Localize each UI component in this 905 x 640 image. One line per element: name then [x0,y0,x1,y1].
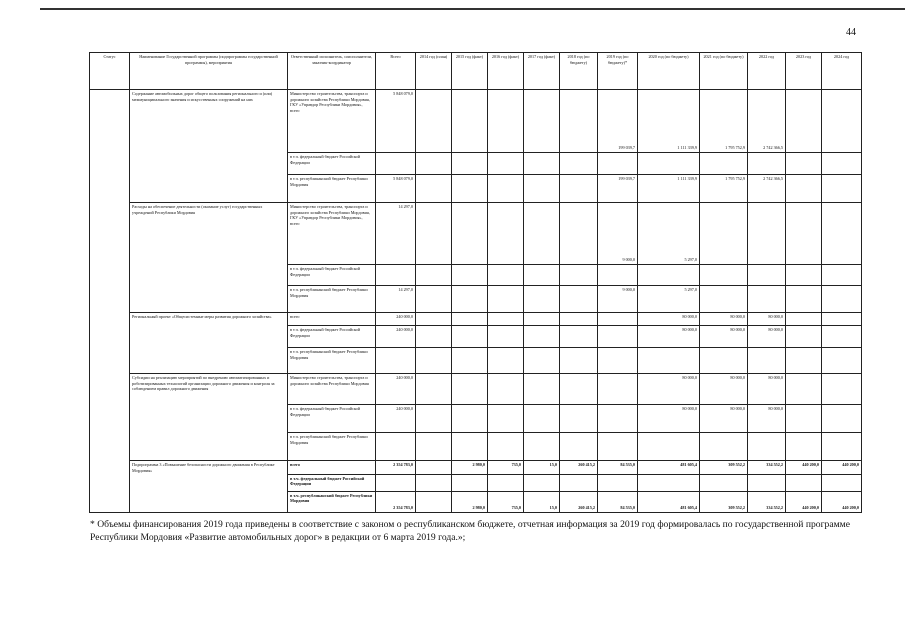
value-cell [416,90,452,153]
value-cell [638,153,700,175]
status-cell [90,313,130,326]
status-cell [90,203,130,265]
value-cell [524,405,560,433]
value-cell [786,433,822,461]
measure-name-cell [130,491,288,512]
page-number: 44 [846,27,856,38]
value-cell [598,153,638,175]
value-cell: 80 000,0 [700,313,748,326]
value-cell [488,90,524,153]
header-cell: 2020 год (по бюджету) [638,53,700,90]
value-cell: 2 354 783,0 [376,491,416,512]
value-cell [452,286,488,313]
table-row [90,433,862,461]
value-cell: 1 111 339,9 [638,175,700,203]
top-rule [40,8,905,10]
value-cell: 1 795 752,9 [700,90,748,153]
value-cell: 240 000,0 [376,405,416,433]
value-cell [700,265,748,286]
value-cell [700,474,748,491]
header-cell: 2014 год (план) [416,53,452,90]
value-cell [822,265,862,286]
value-cell [560,203,598,265]
table-header-row [90,53,862,90]
value-cell: 80 000,0 [700,405,748,433]
value-cell [822,153,862,175]
responsible-cell: Министерство строительства, транспорта и дорожного хозяйства Республики Мордовия, ГКУ «Управдор Республики Мордовия», всего [288,90,376,153]
responsible-cell: в т.ч. республиканский бюджет Республики Мордовия [288,286,376,313]
value-cell: 1 111 339,9 [638,90,700,153]
value-cell [598,313,638,326]
value-cell [560,90,598,153]
value-cell [786,474,822,491]
table-row [90,326,862,348]
value-cell: 80 000,0 [700,374,748,405]
value-cell [748,286,786,313]
value-cell: 9 000,0 [598,286,638,313]
value-cell [416,153,452,175]
value-cell: 735,0 [488,491,524,512]
status-cell [90,433,130,461]
value-cell: 5 297,0 [638,286,700,313]
value-cell: 5 848 079,0 [376,175,416,203]
value-cell: 240 000,0 [376,326,416,348]
value-cell [416,348,452,374]
responsible-cell: в т.ч. республиканский бюджет Республики Мордовия [288,175,376,203]
header-cell: 2017 год (факт) [524,53,560,90]
value-cell [786,374,822,405]
value-cell [748,433,786,461]
value-cell: 481 605,4 [638,491,700,512]
value-cell [524,175,560,203]
value-cell [524,313,560,326]
value-cell [524,474,560,491]
value-cell [416,175,452,203]
value-cell [822,313,862,326]
table-row [90,153,862,175]
value-cell: 1 795 752,9 [700,175,748,203]
value-cell: 440 200,0 [786,491,822,512]
header-cell: Статус [90,53,130,90]
table-row [90,474,862,491]
value-cell [560,474,598,491]
table-row [90,405,862,433]
value-cell: 80 000,0 [748,374,786,405]
value-cell: 240 000,0 [376,313,416,326]
value-cell [376,265,416,286]
value-cell [416,326,452,348]
value-cell [822,175,862,203]
table-row [90,313,862,326]
value-cell: 199 039,7 [598,175,638,203]
value-cell [376,348,416,374]
status-cell [90,405,130,433]
measure-name-cell: Расходы на обеспечение деятельности (оказание услуг) государственных учреждений Республики Мордовия [130,203,288,265]
header-cell: 2021 год (по бюджету) [700,53,748,90]
value-cell [560,405,598,433]
value-cell [598,374,638,405]
value-cell [598,433,638,461]
measure-name-cell [130,433,288,461]
value-cell [638,265,700,286]
value-cell [488,153,524,175]
value-cell [560,348,598,374]
value-cell [598,405,638,433]
value-cell: 80 000,0 [748,326,786,348]
value-cell [524,433,560,461]
value-cell: 735,0 [488,461,524,475]
status-cell [90,286,130,313]
status-cell [90,461,130,475]
responsible-cell: Министерство строительства, транспорта и дорожного хозяйства Республики Мордовия [288,374,376,405]
value-cell [822,405,862,433]
responsible-cell: в т.ч. федеральный бюджет Российской Федерации [288,326,376,348]
value-cell: 309 552,2 [700,491,748,512]
value-cell [488,433,524,461]
value-cell: 80 000,0 [638,313,700,326]
value-cell [786,313,822,326]
value-cell [748,265,786,286]
table-row [90,374,862,405]
value-cell [452,433,488,461]
value-cell [822,474,862,491]
value-cell [700,203,748,265]
financing-table [89,52,862,513]
value-cell [700,286,748,313]
value-cell [488,326,524,348]
value-cell [416,203,452,265]
value-cell [452,405,488,433]
value-cell [416,461,452,475]
value-cell: 334 552,2 [748,461,786,475]
measure-name-cell [130,265,288,286]
header-cell: 2018 год (по бюджету) [560,53,598,90]
value-cell [560,286,598,313]
value-cell [524,90,560,153]
responsible-cell: в т.ч. республиканский бюджет Республики Мордовия [288,348,376,374]
value-cell [786,286,822,313]
value-cell: 80 000,0 [638,405,700,433]
value-cell: 2 742 366,5 [748,90,786,153]
measure-name-cell [130,286,288,313]
value-cell [488,374,524,405]
value-cell: 15,0 [524,491,560,512]
value-cell [376,153,416,175]
value-cell [452,90,488,153]
table-row [90,348,862,374]
value-cell [748,153,786,175]
value-cell [452,265,488,286]
value-cell [560,433,598,461]
value-cell: 84 535,0 [598,461,638,475]
value-cell [452,313,488,326]
value-cell: 440 200,0 [822,461,862,475]
value-cell: 334 552,2 [748,491,786,512]
value-cell [452,175,488,203]
value-cell [822,348,862,374]
table-row [90,203,862,265]
value-cell [524,374,560,405]
value-cell: 5 848 079,0 [376,90,416,153]
responsible-cell: в т.ч. федеральный бюджет Российской Федерации [288,474,376,491]
measure-name-cell: Субсидии на реализацию мероприятий по внедрению автоматизированных и роботизированных технологий организации дорожного движения и контроля за соблюдением правил дорожного движения [130,374,288,405]
value-cell [748,474,786,491]
value-cell: 199 039,7 [598,90,638,153]
value-cell [598,326,638,348]
value-cell [638,348,700,374]
value-cell: 80 000,0 [748,405,786,433]
responsible-cell: в т.ч. федеральный бюджет Российской Федерации [288,405,376,433]
status-cell [90,474,130,491]
value-cell [524,265,560,286]
value-cell: 14 297,0 [376,286,416,313]
value-cell: 80 000,0 [638,374,700,405]
measure-name-cell: Содержание автомобильных дорог общего пользования регионального и (или) межмуниципального значения и искусственных сооружений на них [130,90,288,153]
status-cell [90,265,130,286]
value-cell: 440 200,0 [822,491,862,512]
value-cell: 9 000,0 [598,203,638,265]
table-row [90,175,862,203]
value-cell [376,474,416,491]
value-cell [488,313,524,326]
status-cell [90,326,130,348]
responsible-cell: в т.ч. федеральный бюджет Российской Федерации [288,153,376,175]
value-cell [786,153,822,175]
value-cell [700,153,748,175]
header-cell: 2019 год (по бюджету)* [598,53,638,90]
value-cell [452,203,488,265]
table-row [90,265,862,286]
measure-name-cell: Региональный проект «Общесистемные меры развития дорожного хозяйства» [130,313,288,326]
value-cell [488,348,524,374]
value-cell [416,474,452,491]
value-cell [560,313,598,326]
measure-name-cell [130,326,288,348]
value-cell [786,405,822,433]
value-cell: 2 354 783,0 [376,461,416,475]
value-cell [488,474,524,491]
responsible-cell: всего [288,313,376,326]
value-cell [452,348,488,374]
status-cell [90,348,130,374]
value-cell [560,265,598,286]
value-cell [748,203,786,265]
value-cell [452,153,488,175]
value-cell [488,175,524,203]
table-row [90,491,862,512]
header-cell: Всего [376,53,416,90]
value-cell [822,374,862,405]
value-cell [416,491,452,512]
header-cell: 2024 год [822,53,862,90]
value-cell [700,348,748,374]
value-cell [488,405,524,433]
footnote: * Объемы финансирования 2019 года приведены в соответствие с законом о республиканском бюджете, отчетная информация за 2019 год формировалась по государственной программе Республики Мордовия «Развитие автомобильных дорог» в редакции от 6 марта 2019 года.»; [90,519,850,543]
status-cell [90,90,130,153]
value-cell [822,326,862,348]
status-cell [90,153,130,175]
value-cell: 260 415,2 [560,491,598,512]
responsible-cell: в т.ч. республиканский бюджет Республики Мордовия [288,491,376,512]
value-cell [700,433,748,461]
status-cell [90,491,130,512]
value-cell [452,374,488,405]
value-cell [638,433,700,461]
value-cell [560,374,598,405]
header-cell: 2022 год [748,53,786,90]
value-cell: 481 605,4 [638,461,700,475]
value-cell [524,286,560,313]
value-cell: 15,0 [524,461,560,475]
value-cell [488,203,524,265]
value-cell [598,474,638,491]
value-cell [748,348,786,374]
value-cell: 240 000,0 [376,374,416,405]
responsible-cell: Министерство строительства, транспорта и дорожного хозяйства Республики Мордовия, ГКУ «Управдор Республики Мордовия», всего [288,203,376,265]
value-cell [416,313,452,326]
value-cell [786,203,822,265]
value-cell [524,326,560,348]
value-cell [786,90,822,153]
measure-name-cell: Подпрограмма 3 «Повышение безопасности дорожного движения в Республике Мордовия» [130,461,288,475]
header-cell: 2015 год (факт) [452,53,488,90]
responsible-cell: всего [288,461,376,475]
responsible-cell: в т.ч. федеральный бюджет Российской Федерации [288,265,376,286]
value-cell: 80 000,0 [748,313,786,326]
measure-name-cell [130,175,288,203]
value-cell [638,474,700,491]
value-cell [786,326,822,348]
status-cell [90,374,130,405]
measure-name-cell [130,474,288,491]
header-cell: Наименование Государственной программы (подпрограммы государственной программы), мероприятия [130,53,288,90]
header-cell: 2016 год (факт) [488,53,524,90]
value-cell [524,203,560,265]
value-cell [786,348,822,374]
table-row [90,90,862,153]
value-cell [376,433,416,461]
header-cell: 2023 год [786,53,822,90]
value-cell [488,265,524,286]
value-cell [416,286,452,313]
value-cell [786,175,822,203]
value-cell [822,433,862,461]
value-cell [452,474,488,491]
value-cell [598,265,638,286]
measure-name-cell [130,348,288,374]
value-cell: 2 980,0 [452,461,488,475]
value-cell: 14 297,0 [376,203,416,265]
value-cell [524,153,560,175]
value-cell: 260 415,2 [560,461,598,475]
value-cell [452,326,488,348]
table-row [90,286,862,313]
value-cell [560,153,598,175]
measure-name-cell [130,153,288,175]
header-cell: Ответственный исполнитель, соисполнители, заказчик-координатор [288,53,376,90]
value-cell [598,348,638,374]
value-cell: 2 980,0 [452,491,488,512]
value-cell [822,286,862,313]
table-row [90,461,862,475]
value-cell: 80 000,0 [638,326,700,348]
value-cell [416,374,452,405]
value-cell [560,175,598,203]
value-cell [560,326,598,348]
value-cell [786,265,822,286]
value-cell [822,203,862,265]
value-cell [822,90,862,153]
value-cell [416,265,452,286]
measure-name-cell [130,405,288,433]
status-cell [90,175,130,203]
value-cell: 2 742 366,5 [748,175,786,203]
value-cell: 5 297,0 [638,203,700,265]
value-cell: 84 535,0 [598,491,638,512]
value-cell: 440 200,0 [786,461,822,475]
responsible-cell: в т.ч. республиканский бюджет Республики Мордовия [288,433,376,461]
value-cell: 309 552,2 [700,461,748,475]
value-cell [416,405,452,433]
value-cell: 80 000,0 [700,326,748,348]
value-cell [524,348,560,374]
value-cell [488,286,524,313]
value-cell [416,433,452,461]
